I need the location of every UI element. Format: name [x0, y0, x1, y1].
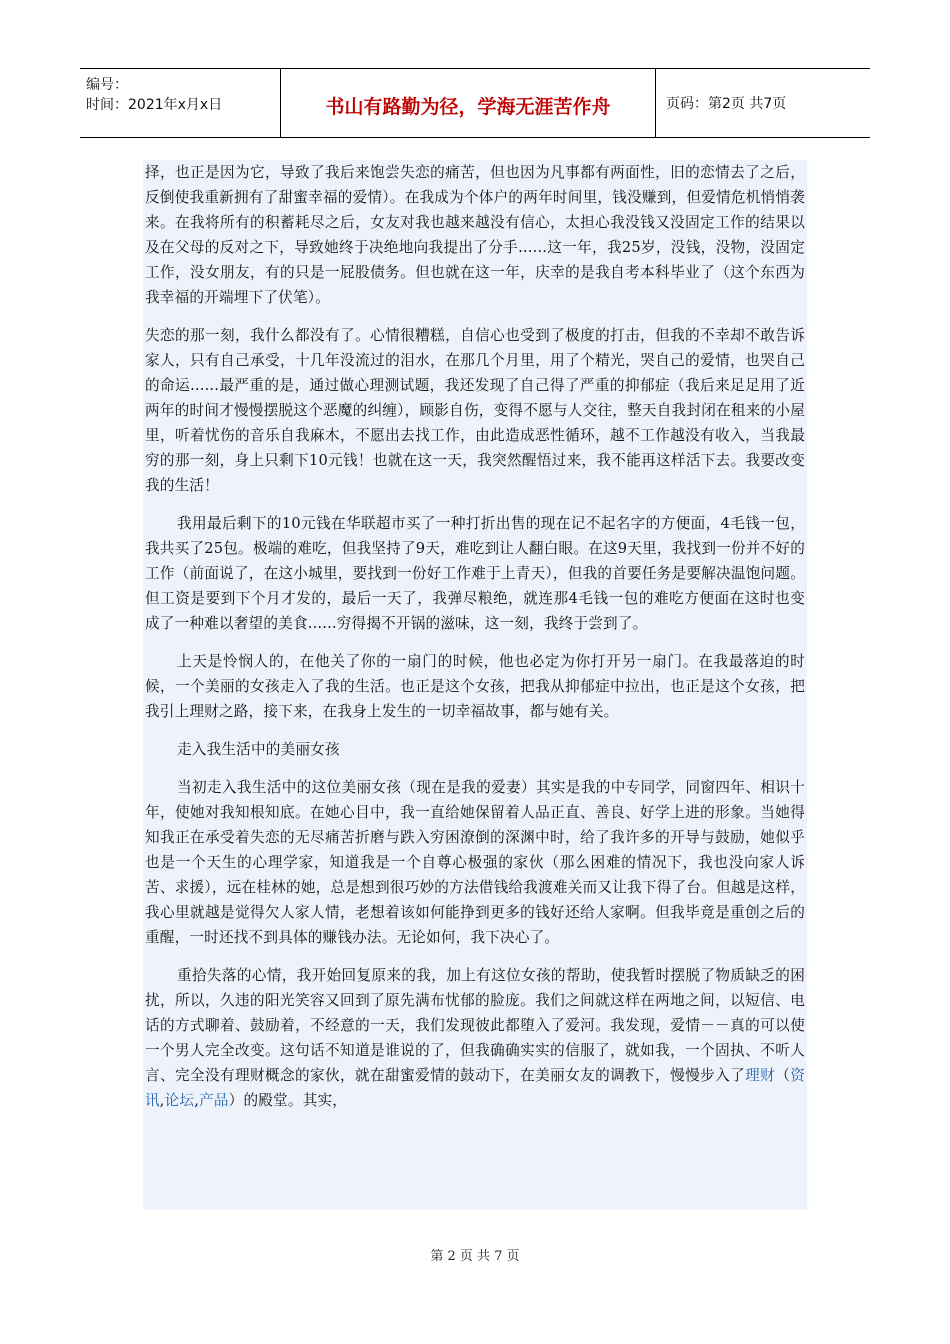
paragraph-6-tail: 的殿堂。其实，	[243, 1092, 348, 1109]
header-meta	[80, 69, 281, 137]
section-heading: 走入我生活中的美丽女孩	[177, 741, 340, 758]
document-number-label: 编号：	[86, 77, 128, 93]
document-date-label: 时间：2021年x月x日	[86, 97, 223, 113]
page-header	[80, 68, 870, 138]
paren-close: ）	[228, 1092, 244, 1109]
header-page-label: 页码：第2页 共7页	[666, 96, 787, 112]
paragraph-4: 上天是怜悯人的，在他关了你的一扇门的时候，他也必定为你打开另一扇门。在我最落迫的时候，一个美丽的女孩走入了我的生活。也正是这个女孩，把我从抑郁症中拉出，也正是这个女孩，把我引上理财之路，接下来，在我身上发生的一切幸福故事，都与她有关。	[145, 653, 805, 720]
paragraph-5: 当初走入我生活中的这位美丽女孩（现在是我的爱妻）其实是我的中专同学，同窗四年、相识十年，使她对我知根知底。在她心目中，我一直给她保留着人品正直、善良、好学上进的形象。当她得知我正在承受着失恋的无尽痛苦折磨与跌入穷困潦倒的深渊中时，给了我许多的开导与鼓励，她似乎也是一个天生的心理学家，知道我是一个自尊心极强的家伙（那么困难的情况下，我也没向家人诉苦、求援），远在桂林的她，总是想到很巧妙的方法借钱给我渡难关而又让我下得了台。但越是这样，我心里就越是觉得欠人家人情，老想着该如何能挣到更多的钱好还给人家啊。但我毕竟是重创之后的重醒，一时还找不到具体的赚钱办法。无论如何，我下决心了。	[145, 779, 805, 946]
paragraph-2: 失恋的那一刻，我什么都没有了。心情很糟糕，自信心也受到了极度的打击，但我的不幸却不敢告诉家人，只有自己承受，十几年没流过的泪水，在那几个月里，用了个精光，哭自己的爱情，也哭自己的命运......最严重的是，通过做心理测试题，我还发现了自己得了严重的抑郁症（我后来足足用了近两年的时间才慢慢摆脱这个恶魔的纠缠），顾影自伤，变得不愿与人交往，整天自我封闭在租来的小屋里，听着忧伤的音乐自我麻木，不愿出去找工作，由此造成恶性循环，越不工作越没有收入，当我最穷的那一刻，身上只剩下10元钱！也就在这一天，我突然醒悟过来，我不能再这样活下去。我要改变我的生活！	[145, 327, 805, 494]
paragraph-6	[143, 963, 807, 1113]
header-motto: 书山有路勤为径，学海无涯苦作舟	[281, 69, 656, 137]
paragraph-3: 我用最后剩下的10元钱在华联超市买了一种打折出售的现在记不起名字的方便面，4毛钱一包，我共买了25包。极端的难吃，但我坚持了9天，难吃到让人翻白眼。在这9天里，我找到一份并不好的工作（前面说了，在这小城里，要找到一份好工作难于上青天），但我的首要任务是要解决温饱问题。但工资是要到下个月才发的，最后一天了，我弹尽粮绝，就连那4毛钱一包的难吃方便面在这时也变成了一种难以奢望的美食......穷得揭不开锅的滋味，这一刻，我终于尝到了。	[145, 515, 805, 632]
paragraph-6-text: 重拾失落的心情，我开始回复原来的我，加上有这位女孩的帮助，使我暂时摆脱了物质缺乏的困扰，所以，久违的阳光笑容又回到了原先满布忧郁的脸庞。我们之间就这样在两地之间，以短信、电话的方式聊着、鼓励着，不经意的一天，我们发现彼此都堕入了爱河。我发现，爱情－－真的可以使一个男人完全改变。这句话不知道是谁说的了，但我确确实实的信服了，就如我，一个固执、不听人言、完全没有理财概念的家伙，就在甜蜜爱情的鼓动下，在美丽女友的调教下，慢慢步入了	[145, 967, 805, 1084]
article-body	[143, 160, 807, 1210]
comma-separator: ,	[194, 1092, 200, 1109]
link-chanpin[interactable]: 产品	[199, 1092, 229, 1109]
link-zixun[interactable]: 资讯	[145, 1067, 805, 1109]
comma-separator: ,	[159, 1092, 165, 1109]
page-footer: 第 2 页 共 7 页	[430, 1249, 520, 1264]
paren-open: （	[775, 1067, 791, 1084]
link-licai[interactable]: 理财	[745, 1067, 776, 1084]
link-luntan[interactable]: 论坛	[164, 1092, 195, 1109]
paragraph-1: 择，也正是因为它，导致了我后来饱尝失恋的痛苦，但也因为凡事都有两面性，旧的恋情去了之后，反倒使我重新拥有了甜蜜幸福的爱情）。在我成为个体户的两年时间里，钱没赚到，但爱情危机悄悄袭来。在我将所有的积蓄耗尽之后，女友对我也越来越没有信心，太担心我没钱又没固定工作的结果以及在父母的反对之下，导致她终于决绝地向我提出了分手......这一年，我25岁，没钱，没物，没固定工作，没女朋友，有的只是一屁股债务。但也就在这一年，庆幸的是我自考本科毕业了（这个东西为我幸福的开端埋下了伏笔）。	[145, 164, 805, 306]
